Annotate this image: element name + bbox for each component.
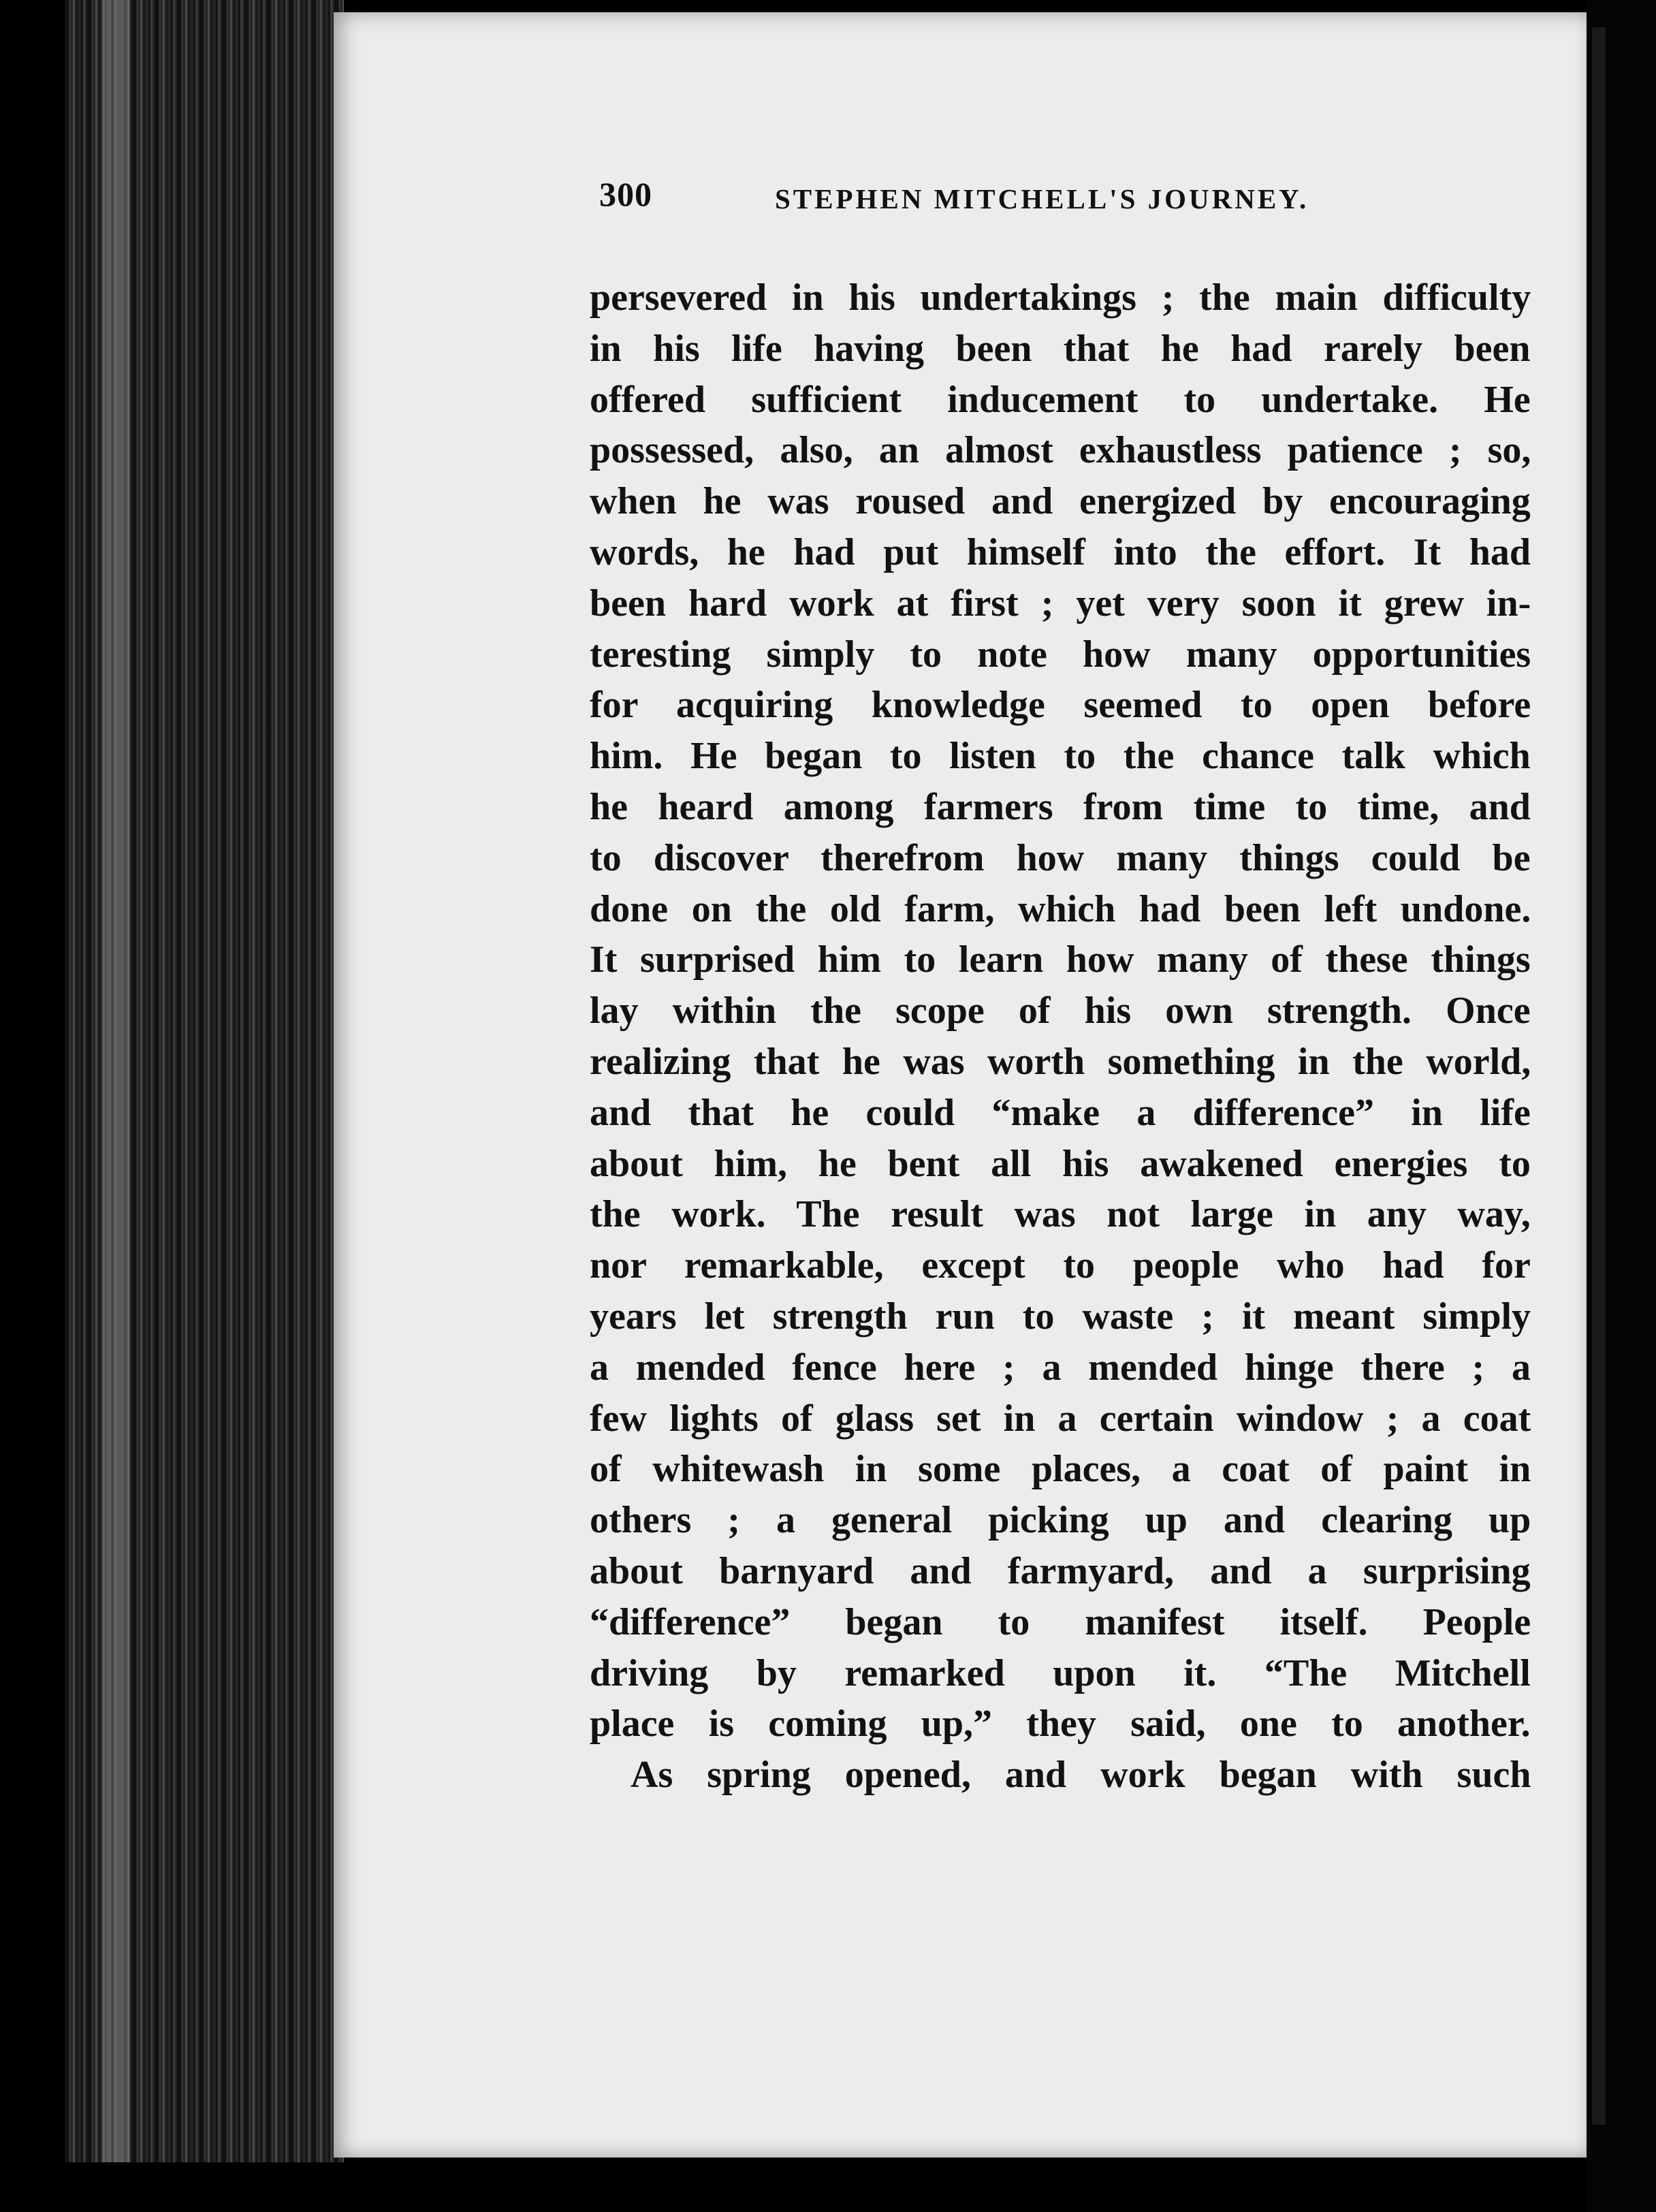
text-line: offered sufficient inducement to undertake. He	[590, 378, 1531, 421]
text-line: lay within the scope of his own strength. Once	[590, 990, 1531, 1032]
text-line: It surprised him to learn how many of these things	[590, 938, 1531, 981]
book-page-edges-highlight	[102, 0, 129, 2162]
text-line: persevered in his undertakings ; the main difficulty	[590, 276, 1531, 319]
text-line: been hard work at first ; yet very soon it grew in-	[590, 582, 1531, 625]
text-line: possessed, also, an almost exhaustless patience ; so,	[590, 429, 1531, 472]
text-line: for acquiring knowledge seemed to open before	[590, 684, 1531, 727]
text-line: “difference” began to manifest itself. People	[590, 1600, 1531, 1643]
right-binding-line	[1592, 27, 1606, 2125]
text-line: done on the old farm, which had been left undone.	[590, 887, 1531, 930]
text-line: driving by remarked upon it. “The Mitchell	[590, 1652, 1531, 1694]
text-line: of whitewash in some places, a coat of paint in	[590, 1448, 1531, 1491]
text-line: a mended fence here ; a mended hinge there ; a	[590, 1346, 1531, 1389]
text-line: in his life having been that he had rarely been	[590, 327, 1531, 370]
text-line: about barnyard and farmyard, and a surprising	[590, 1550, 1531, 1592]
text-line: when he was roused and energized by encouraging	[590, 480, 1531, 523]
text-line: As spring opened, and work began with such	[631, 1754, 1531, 1797]
text-line: nor remarkable, except to people who had for	[590, 1244, 1531, 1287]
text-line: words, he had put himself into the effort. It had	[590, 531, 1531, 573]
text-line: realizing that he was worth something in the world,	[590, 1041, 1531, 1083]
text-line: about him, he bent all his awakened energies to	[590, 1142, 1531, 1185]
text-line: years let strength run to waste ; it meant simply	[590, 1295, 1531, 1338]
text-line: he heard among farmers from time to time, and	[590, 786, 1531, 828]
running-head: STEPHEN MITCHELL'S JOURNEY.	[775, 183, 1309, 215]
text-line: few lights of glass set in a certain window ; a coat	[590, 1397, 1531, 1440]
text-line: place is coming up,” they said, one to another.	[590, 1703, 1531, 1745]
page-header	[599, 174, 1382, 229]
text-line: to discover therefrom how many things could be	[590, 836, 1531, 879]
text-line: and that he could “make a difference” in life	[590, 1091, 1531, 1134]
text-line: the work. The result was not large in any way,	[590, 1193, 1531, 1236]
text-line: him. He began to listen to the chance talk which	[590, 735, 1531, 778]
page-number: 300	[599, 175, 652, 213]
text-line: teresting simply to note how many opportunities	[590, 633, 1531, 676]
text-line: others ; a general picking up and clearing up	[590, 1499, 1531, 1542]
